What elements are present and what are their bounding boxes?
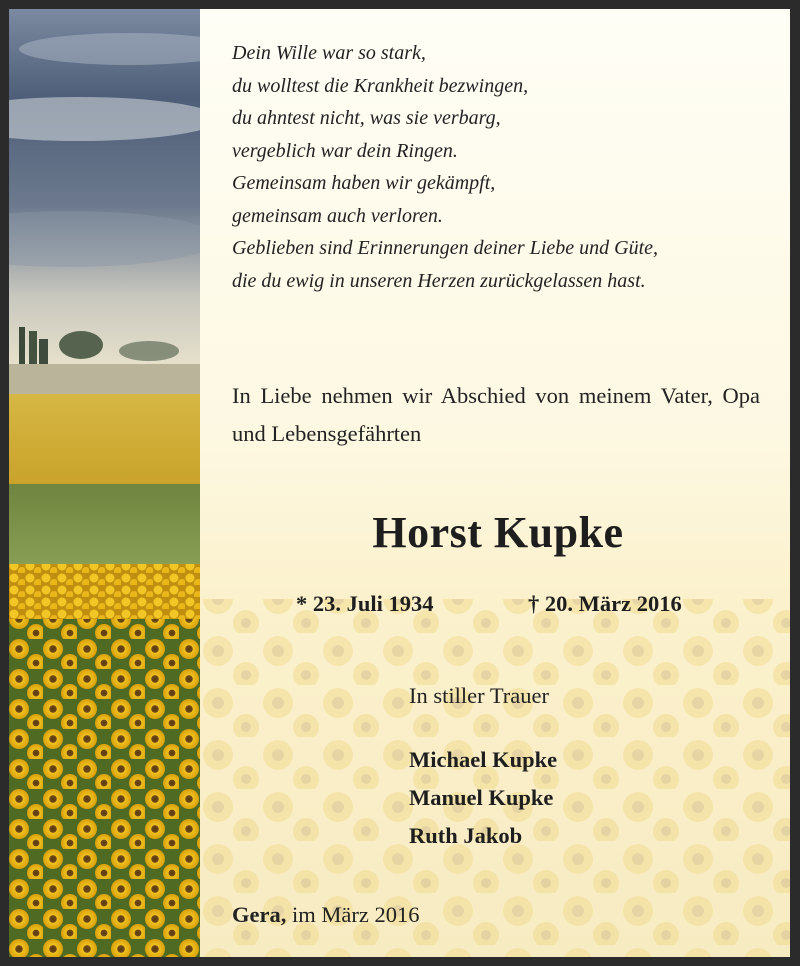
birth-date: * 23. Juli 1934	[296, 591, 434, 616]
obituary-card	[9, 9, 790, 957]
place: Gera,	[232, 902, 287, 927]
obituary-content	[200, 9, 790, 957]
poem-line: Dein Wille war so stark,	[232, 42, 426, 64]
poem-line: gemeinsam auch verloren.	[232, 204, 443, 227]
poem	[232, 37, 772, 297]
date: im März 2016	[291, 902, 420, 927]
poem-line: die du ewig in unseren Herzen zurückgelassen hast.	[232, 269, 646, 292]
poem-line: Geblieben sind Erinnerungen deiner Liebe und Güte,	[232, 237, 659, 259]
death-date: † 20. März 2016	[528, 591, 682, 616]
deceased-name: Horst Kupke	[372, 508, 624, 557]
sunflower-field-photo	[9, 9, 200, 957]
mourner-name: Ruth Jakob	[409, 823, 523, 848]
farewell-intro: In Liebe nehmen wir Abschied von meinem Vater, Opa und Lebensgefährten	[232, 383, 760, 446]
mourner-name: Manuel Kupke	[409, 785, 554, 810]
poem-line: Gemeinsam haben wir gekämpft,	[232, 172, 496, 194]
mourner-name: Michael Kupke	[409, 747, 558, 772]
poem-line: vergeblich war dein Ringen.	[232, 139, 458, 162]
place-and-date	[232, 902, 419, 928]
mourners-list	[409, 741, 557, 855]
poem-line: du ahntest nicht, was sie verbarg,	[232, 107, 501, 129]
mourning-heading: In stiller Trauer	[409, 683, 549, 708]
poem-line: du wolltest die Krankheit bezwingen,	[232, 74, 529, 97]
